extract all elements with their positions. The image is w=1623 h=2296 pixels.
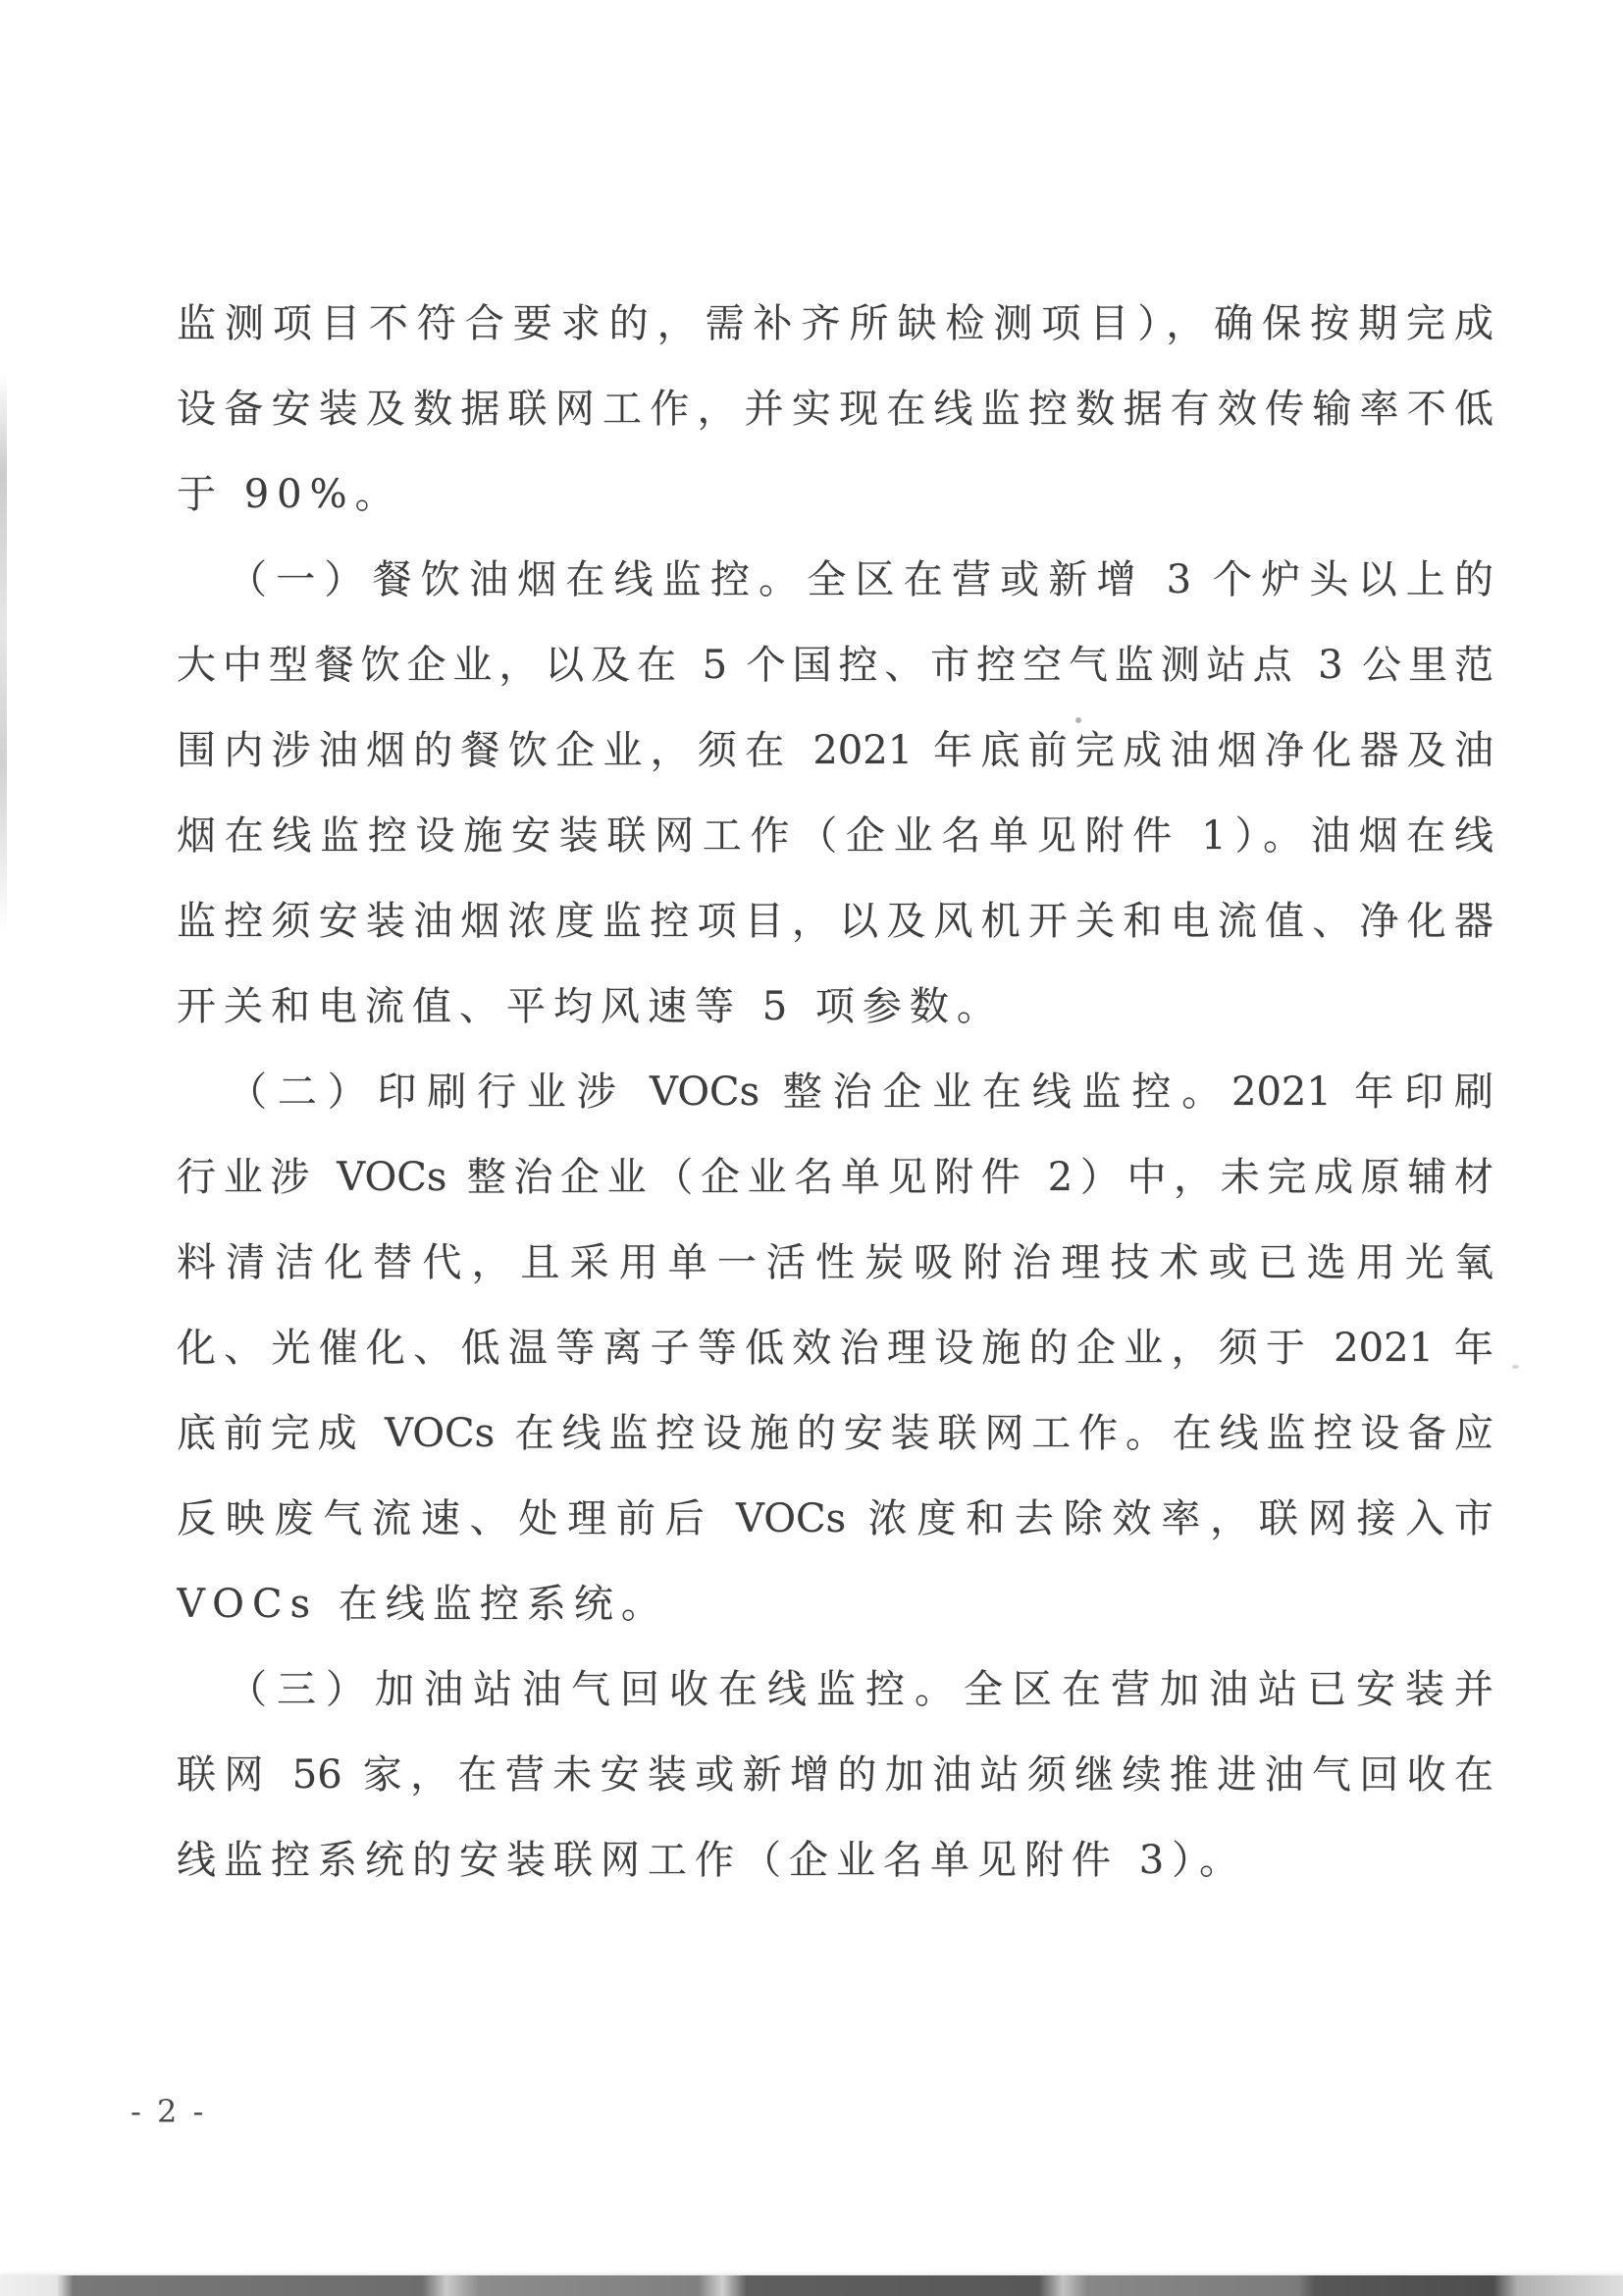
text-line: 大中型餐饮企业，以及在 5 个国控、市控空气监测站点 3 公里范	[177, 643, 1493, 688]
text-line: 反映废气流速、处理前后 VOCs 浓度和去除效率，联网接入市	[177, 1496, 1493, 1541]
text-line: VOCs 在线监控系统。	[177, 1582, 668, 1627]
text-line: （二）印刷行业涉 VOCs 整治企业在线监控。2021 年印刷	[228, 1070, 1493, 1115]
text-line: （一）餐饮油烟在线监控。全区在营或新增 3 个炉头以上的	[228, 557, 1493, 602]
text-line: （三）加油站油气回收在线监控。全区在营加油站已安装并	[228, 1667, 1493, 1712]
text-line: 开关和电流值、平均风速等 5 项参数。	[177, 984, 1004, 1029]
scan-speck	[1512, 1365, 1519, 1369]
text-line: 设备安装及数据联网工作，并实现在线监控数据有效传输率不低	[177, 387, 1493, 432]
document-body	[177, 282, 1493, 1904]
text-line: 料清洁化替代，且采用单一活性炭吸附治理技术或已选用光氧	[177, 1240, 1493, 1285]
text-line: 烟在线监控设施安装联网工作（企业名单见附件 1）。油烟在线	[177, 813, 1493, 859]
text-line: 监控须安装油烟浓度监控项目，以及风机开关和电流值、净化器	[177, 899, 1493, 944]
text-line: 底前完成 VOCs 在线监控设施的安装联网工作。在线监控设备应	[177, 1411, 1493, 1456]
page-number: - 2 -	[131, 2093, 207, 2130]
text-line: 于 90%。	[177, 472, 402, 517]
text-line: 围内涉油烟的餐饮企业，须在 2021 年底前完成油烟净化器及油	[177, 728, 1493, 773]
text-line: 行业涉 VOCs 整治企业（企业名单见附件 2）中，未完成原辅材	[177, 1155, 1493, 1200]
text-line: 化、光催化、低温等离子等低效治理设施的企业，须于 2021 年	[177, 1326, 1493, 1371]
text-line: 线监控系统的安装联网工作（企业名单见附件 3）。	[177, 1838, 1247, 1883]
scan-artifact-bottom-band	[0, 2275, 1623, 2296]
text-line: 监测项目不符合要求的，需补齐所缺检测项目），确保按期完成	[177, 301, 1493, 346]
scan-artifact-left-edge	[0, 373, 7, 932]
scan-speck	[1075, 717, 1081, 723]
text-line: 联网 56 家，在营未安装或新增的加油站须继续推进油气回收在	[177, 1752, 1493, 1798]
